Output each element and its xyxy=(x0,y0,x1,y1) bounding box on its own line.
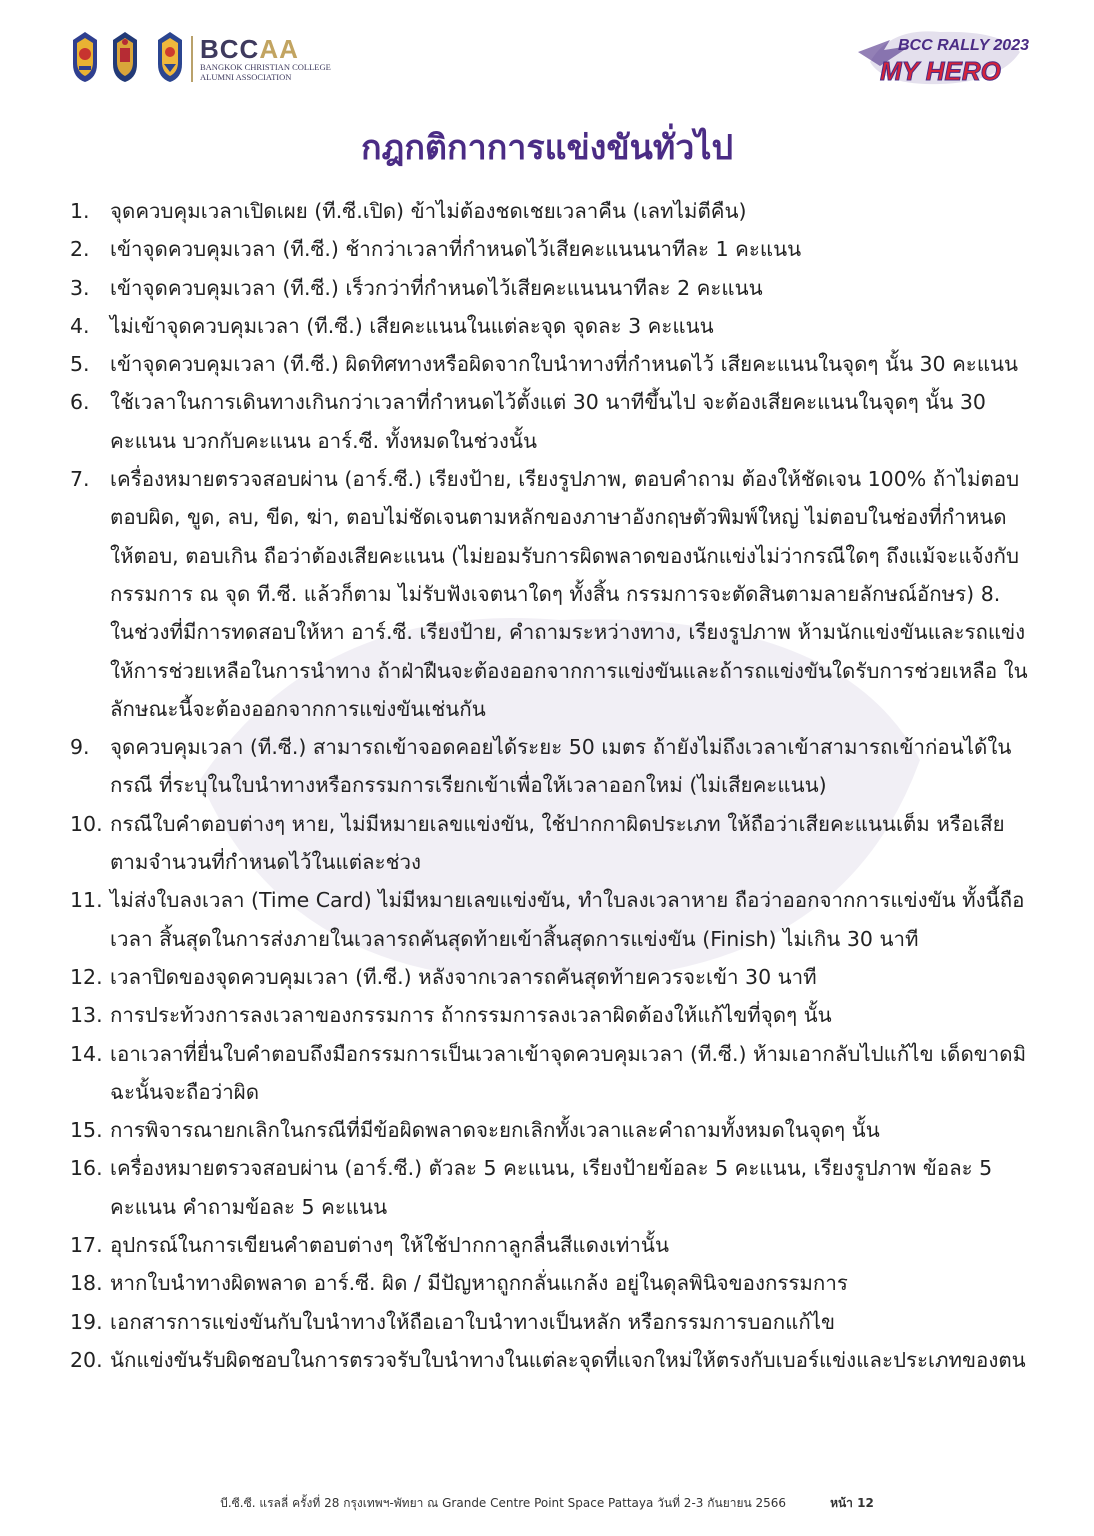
list-item xyxy=(70,805,1030,882)
rally-logo-slogan: MY HERO xyxy=(880,56,1001,86)
rule-text: การพิจารณายกเลิกในกรณีที่มีข้อผิดพลาดจะยกเลิกทั้งเวลาและคำถามทั้งหมดในจุดๆ นั้น xyxy=(110,1118,880,1143)
rule-number: 10. xyxy=(70,811,103,836)
rule-number: 3. xyxy=(70,275,90,300)
list-item xyxy=(70,728,1030,805)
list-item xyxy=(70,881,1030,958)
rule-text: เข้าจุดควบคุมเวลา (ที.ซี.) ช้ากว่าเวลาที่กำหนดไว้เสียคะแนนนาทีละ 1 คะแนน xyxy=(110,237,802,262)
list-item xyxy=(70,1035,1030,1112)
rule-text: เอาเวลาที่ยื่นใบคำตอบถึงมือกรรมการเป็นเวลาเข้าจุดควบคุมเวลา (ที.ซี.) ห้ามเอากลับไปแก้ไข เด็ดขาดมิฉะนั้นจะถือว่าผิด xyxy=(110,1041,1027,1104)
rule-text: จุดควบคุมเวลาเปิดเผย (ที.ซี.เปิด) ข้าไม่ต้องชดเชยเวลาคืน (เลทไม่ตีคืน) xyxy=(110,199,747,223)
rule-number: 2. xyxy=(70,237,90,262)
school-crest-icon xyxy=(107,30,143,84)
rule-number: 15. xyxy=(70,1118,103,1143)
rule-text: ใช้เวลาในการเดินทางเกินกว่าเวลาที่กำหนดไว้ตั้งแต่ 30 นาทีขึ้นไป จะต้องเสียคะแนนในจุดๆ นั้น 30 คะแนน บวกกับคะแนน อาร์.ซี. ทั้งหมดในช่วงนั้น xyxy=(110,390,986,453)
list-item xyxy=(70,345,1030,383)
list-item xyxy=(70,958,1030,996)
rule-text: กรณีใบคำตอบต่างๆ หาย, ไม่มีหมายเลขแข่งขัน, ใช้ปากกาผิดประเภท ให้ถือว่าเสียคะแนนเต็ม หรือเสีย ตามจำนวนที่กำหนดไว้ในแต่ละช่วง xyxy=(110,811,1005,875)
logo-divider xyxy=(191,36,193,82)
rule-text: เข้าจุดควบคุมเวลา (ที.ซี.) ผิดทิศทางหรือผิดจากใบนำทางที่กำหนดไว้ เสียคะแนนในจุดๆ นั้น 30 คะแนน xyxy=(110,352,1019,377)
rule-text: การประท้วงการลงเวลาของกรรมการ ถ้ากรรมการลงเวลาผิดต้องให้แก้ไขที่จุดๆ นั้น xyxy=(110,1003,832,1028)
rule-text: เครื่องหมายตรวจสอบผ่าน (อาร์.ซี.) ตัวละ 5 คะแนน, เรียงป้ายข้อละ 5 คะแนน, เรียงรูปภาพ ข้อละ 5 คะแนน คำถามข้อละ 5 คะแนน xyxy=(110,1156,993,1219)
rally-logo xyxy=(850,22,1030,92)
rule-number: 17. xyxy=(70,1233,103,1258)
rule-number: 5. xyxy=(70,352,90,377)
header xyxy=(0,0,1094,100)
page-title: กฎกติกาการแข่งขันทั่วไป xyxy=(360,129,734,167)
bccaa-line2: ALUMNI ASSOCIATION xyxy=(200,72,292,82)
list-item xyxy=(70,1341,1030,1379)
footer xyxy=(0,1494,1094,1513)
rule-text: หากใบนำทางผิดพลาด อาร์.ซี. ผิด / มีปัญหาถูกกลั่นแกล้ง อยู่ในดุลพินิจของกรรมการ xyxy=(110,1271,848,1296)
list-item xyxy=(70,1149,1030,1226)
rule-number: 14. xyxy=(70,1041,103,1066)
rule-number: 9. xyxy=(70,735,90,760)
rule-number: 11. xyxy=(70,888,103,913)
rally-logo-title: BCC RALLY 2023 xyxy=(898,37,1029,54)
school-crest-icon xyxy=(67,30,103,84)
list-item xyxy=(70,192,1030,230)
rule-text: เวลาปิดของจุดควบคุมเวลา (ที.ซี.) หลังจากเวลารถคันสุดท้ายควรจะเข้า 30 นาที xyxy=(110,964,817,989)
rule-number: 16. xyxy=(70,1156,103,1181)
bccaa-line1: BANGKOK CHRISTIAN COLLEGE xyxy=(200,62,331,72)
rule-number: 20. xyxy=(70,1347,103,1372)
list-item xyxy=(70,1264,1030,1302)
rule-text: ไม่ส่งใบลงเวลา (Time Card) ไม่มีหมายเลขแข่งขัน, ทำใบลงเวลาหาย ถือว่าออกจากการแข่งขัน ทั้งนี้ถือเวลา สิ้นสุดในการส่งภายในเวลารถคันสุดท้ายเข้าสิ้นสุดการแข่งขัน (Finish) ไม่เกิน 30 นาที xyxy=(110,888,1025,951)
rule-number: 4. xyxy=(70,313,90,338)
list-item xyxy=(70,1226,1030,1264)
footer-event-info: บี.ซี.ซี. แรลลี่ ครั้งที่ 28 กรุงเทพฯ-พัทยา ณ Grande Centre Point Space Pattaya วันที่ 2-3 กันยายน 2566 xyxy=(220,1496,787,1510)
bccaa-wordmark: BCCAA xyxy=(200,34,299,64)
rule-number: 13. xyxy=(70,1003,103,1028)
list-item xyxy=(70,230,1030,268)
rule-text: เครื่องหมายตรวจสอบผ่าน (อาร์.ซี.) เรียงป้าย, เรียงรูปภาพ, ตอบคำถาม ต้องให้ชัดเจน 100% ถ้าไม่ตอบ ตอบผิด, ขูด, ลบ, ขีด, ฆ่า, ตอบไม่ชัดเจนตามหลักของภาษาอังกฤษตัวพิมพ์ใหญ่ ไม่ตอบในช่องที่กำหนด ให้ตอบ, ตอบเกิน ถือว่าต้องเสียคะแนน (ไม่ยอมรับการผิดพลาดของนักแข่งไม่ว่ากรณีใดๆ ถึงแม้จะแจ้งกับ กรรมการ ณ จุด ที.ซี. แล้วก็ตาม ไม่รับฟังเจตนาใดๆ ทั้งสิ้น กรรมการจะตัดสินตามลายลักษณ์อักษร) 8. ในช่วงที่มีการทดสอบให้หา อาร์.ซี. เรียงป้าย, คำถามระหว่างทาง, เรียงรูปภาพ ห้ามนักแข่งขันและรถแข่ง ให้การช่วยเหลือในการนำทาง ถ้าฝ่าฝืนจะต้องออกจากการแข่งขันและถ้ารถแข่งขันใดรับการช่วยเหลือ ในลักษณะนี้จะต้องออกจากการแข่งขันเช่นกัน xyxy=(110,467,1028,721)
rule-number: 18. xyxy=(70,1271,103,1296)
rule-number: 6. xyxy=(70,390,90,415)
school-crest-icon xyxy=(152,30,188,84)
rule-text: นักแข่งขันรับผิดชอบในการตรวจรับใบนำทางในแต่ละจุดที่แจกใหม่ให้ตรงกับเบอร์แข่งและประเภทของตน xyxy=(110,1347,1026,1372)
list-item xyxy=(70,460,1030,728)
rule-number: 1. xyxy=(70,199,90,223)
list-item xyxy=(70,307,1030,345)
list-item xyxy=(70,1111,1030,1149)
rule-number: 7. xyxy=(70,467,90,492)
list-item xyxy=(70,383,1030,460)
list-item xyxy=(70,996,1030,1034)
page-number: หน้า 12 xyxy=(830,1496,874,1510)
rule-number: 19. xyxy=(70,1309,103,1334)
rule-text: จุดควบคุมเวลา (ที.ซี.) สามารถเข้าจอดคอยได้ระยะ 50 เมตร ถ้ายังไม่ถึงเวลาเข้าสามารถเข้าก่อนได้ในกรณี ที่ระบุในใบนำทางหรือกรรมการเรียกเข้าเพื่อให้เวลาออกใหม่ (ไม่เสียคะแนน) xyxy=(110,735,1012,798)
rule-text: อุปกรณ์ในการเขียนคำตอบต่างๆ ให้ใช้ปากกาลูกลื่นสีแดงเท่านั้น xyxy=(110,1233,669,1258)
rule-text: เข้าจุดควบคุมเวลา (ที.ซี.) เร็วกว่าที่กำหนดไว้เสียคะแนนนาทีละ 2 คะแนน xyxy=(110,275,763,300)
list-item xyxy=(70,269,1030,307)
rule-text: ไม่เข้าจุดควบคุมเวลา (ที.ซี.) เสียคะแนนในแต่ละจุด จุดละ 3 คะแนน xyxy=(110,313,714,338)
rules-list xyxy=(70,192,1030,1379)
rule-number: 12. xyxy=(70,964,103,989)
bccaa-logo xyxy=(200,34,331,82)
rule-text: เอกสารการแข่งขันกับใบนำทางให้ถือเอาใบนำทางเป็นหลัก หรือกรรมการบอกแก้ไข xyxy=(110,1309,836,1334)
list-item xyxy=(70,1303,1030,1341)
